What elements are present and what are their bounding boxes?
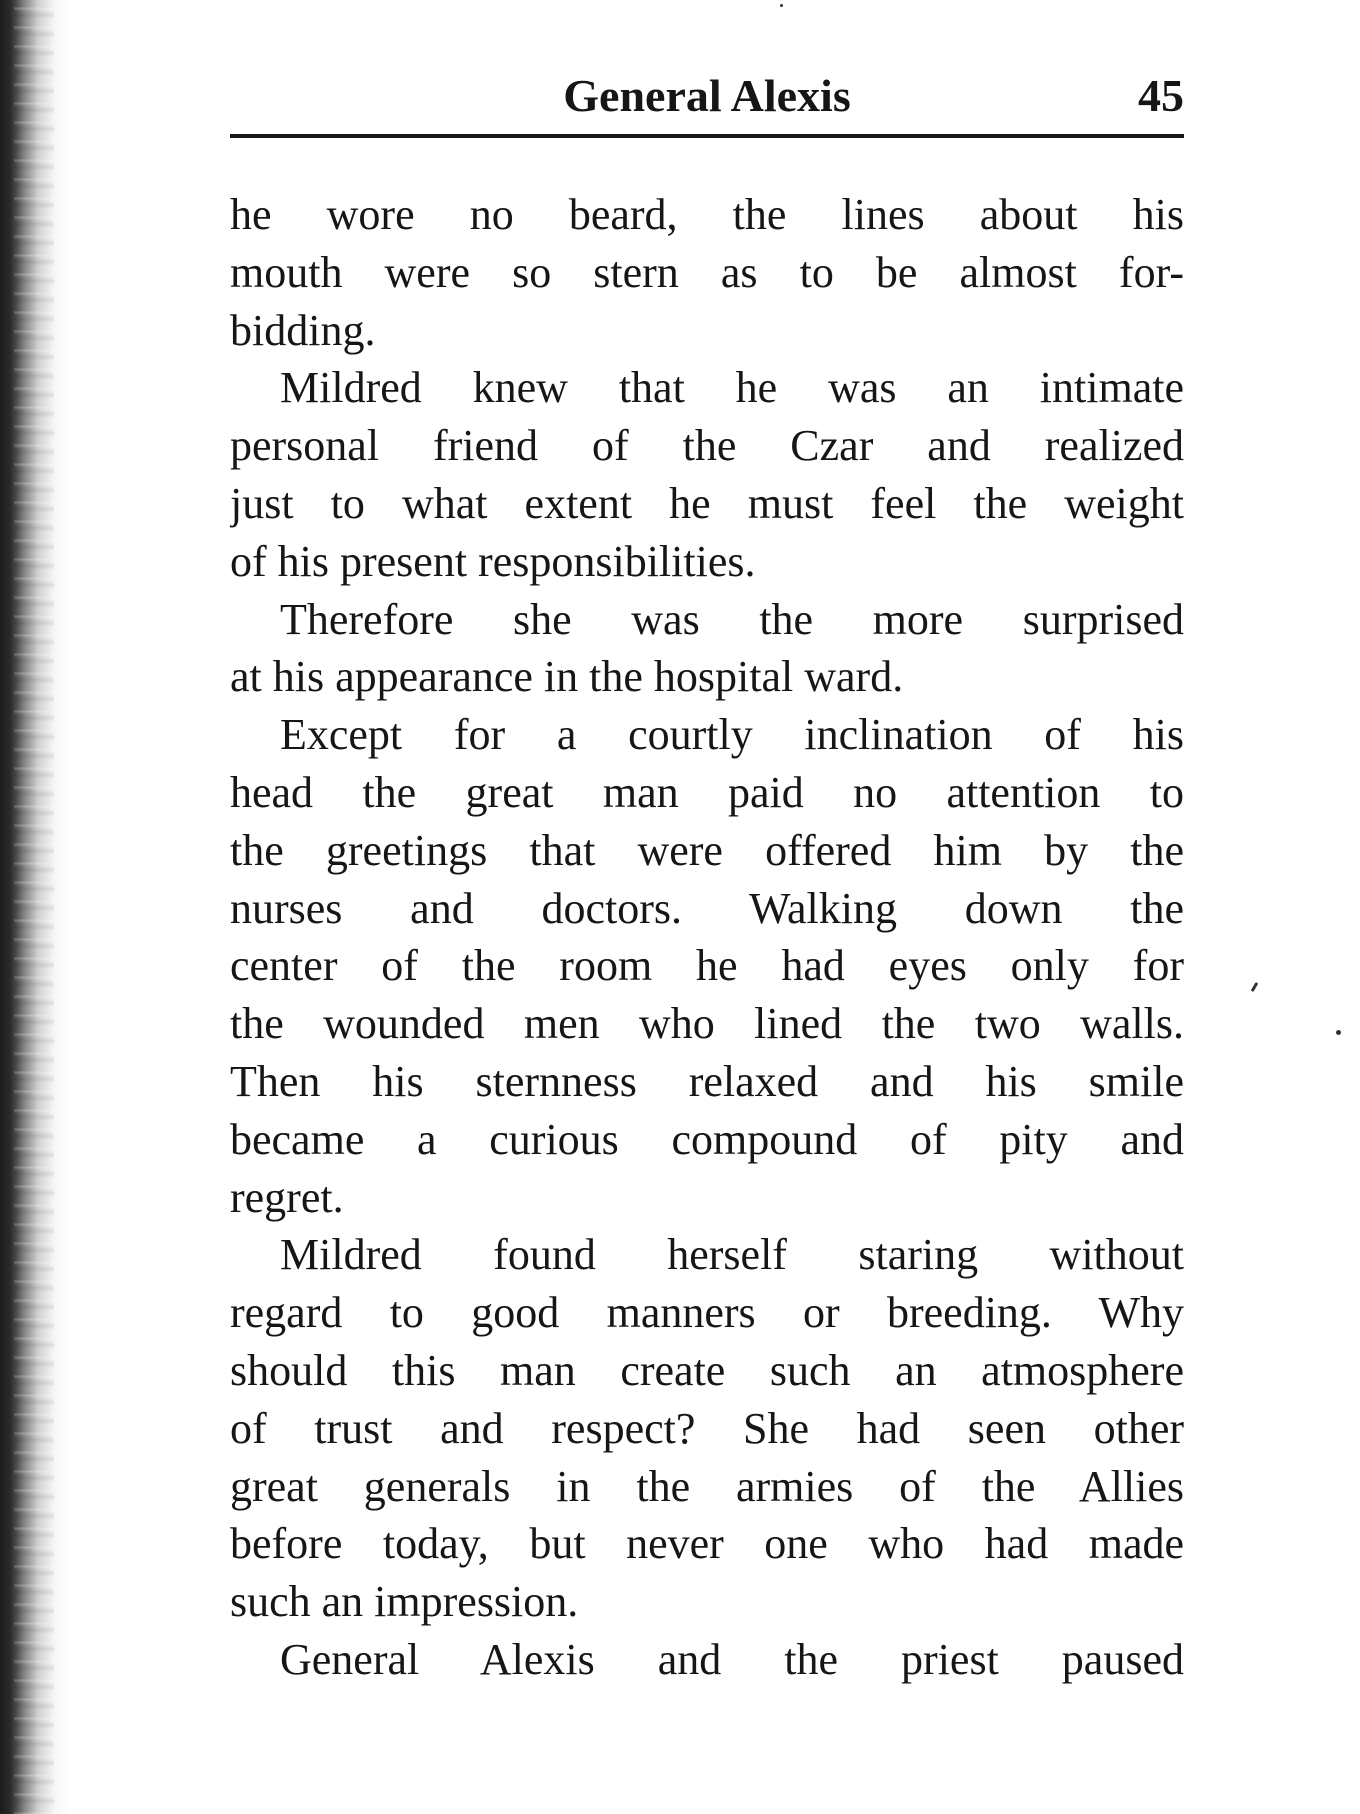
- running-header: [230, 66, 1184, 126]
- body-text: [230, 186, 1184, 1689]
- text-line: such an impression.: [230, 1577, 579, 1627]
- header-rule: [230, 134, 1184, 138]
- text-line: the greetings that were offered him by the: [230, 825, 1184, 875]
- text-line: at his appearance in the hospital ward.: [230, 652, 904, 702]
- text-line: Mildred found herself staring without: [280, 1230, 1184, 1280]
- text-line: great generals in the armies of the Allies: [230, 1461, 1184, 1511]
- text-line: Then his sternness relaxed and his smile: [230, 1056, 1184, 1106]
- text-line: of trust and respect? She had seen other: [230, 1403, 1184, 1453]
- text-line: should this man create such an atmosphere: [230, 1345, 1184, 1395]
- running-title: General Alexis: [563, 70, 851, 121]
- text-line: became a curious compound of pity and: [230, 1114, 1184, 1164]
- scan-speck: [780, 4, 783, 7]
- text-line: personal friend of the Czar and realized: [230, 421, 1184, 471]
- scan-speck: [1336, 1030, 1341, 1035]
- text-line: he wore no beard, the lines about his: [230, 190, 1184, 239]
- text-line: Therefore she was the more surprised: [280, 594, 1184, 644]
- text-line: the wounded men who lined the two walls.: [230, 999, 1184, 1049]
- scan-speck: [1251, 982, 1259, 992]
- text-line: regret.: [230, 1172, 344, 1222]
- text-line: Mildred knew that he was an intimate: [280, 363, 1184, 413]
- text-line: bidding.: [230, 305, 376, 355]
- text-line: mouth were so stern as to be almost for-: [230, 247, 1184, 297]
- text-line: Except for a courtly inclination of his: [280, 710, 1184, 760]
- scan-gutter-shadow: [0, 0, 70, 1814]
- text-line: before today, but never one who had made: [230, 1519, 1184, 1569]
- text-line: just to what extent he must feel the weight: [230, 478, 1184, 528]
- text-line: nurses and doctors. Walking down the: [230, 883, 1184, 933]
- page-number: 45: [1138, 70, 1184, 121]
- text-line: of his present responsibilities.: [230, 536, 756, 586]
- text-line: regard to good manners or breeding. Why: [230, 1288, 1184, 1338]
- text-line: center of the room he had eyes only for: [230, 941, 1184, 991]
- text-line: head the great man paid no attention to: [230, 767, 1184, 817]
- text-line: General Alexis and the priest paused: [280, 1634, 1184, 1684]
